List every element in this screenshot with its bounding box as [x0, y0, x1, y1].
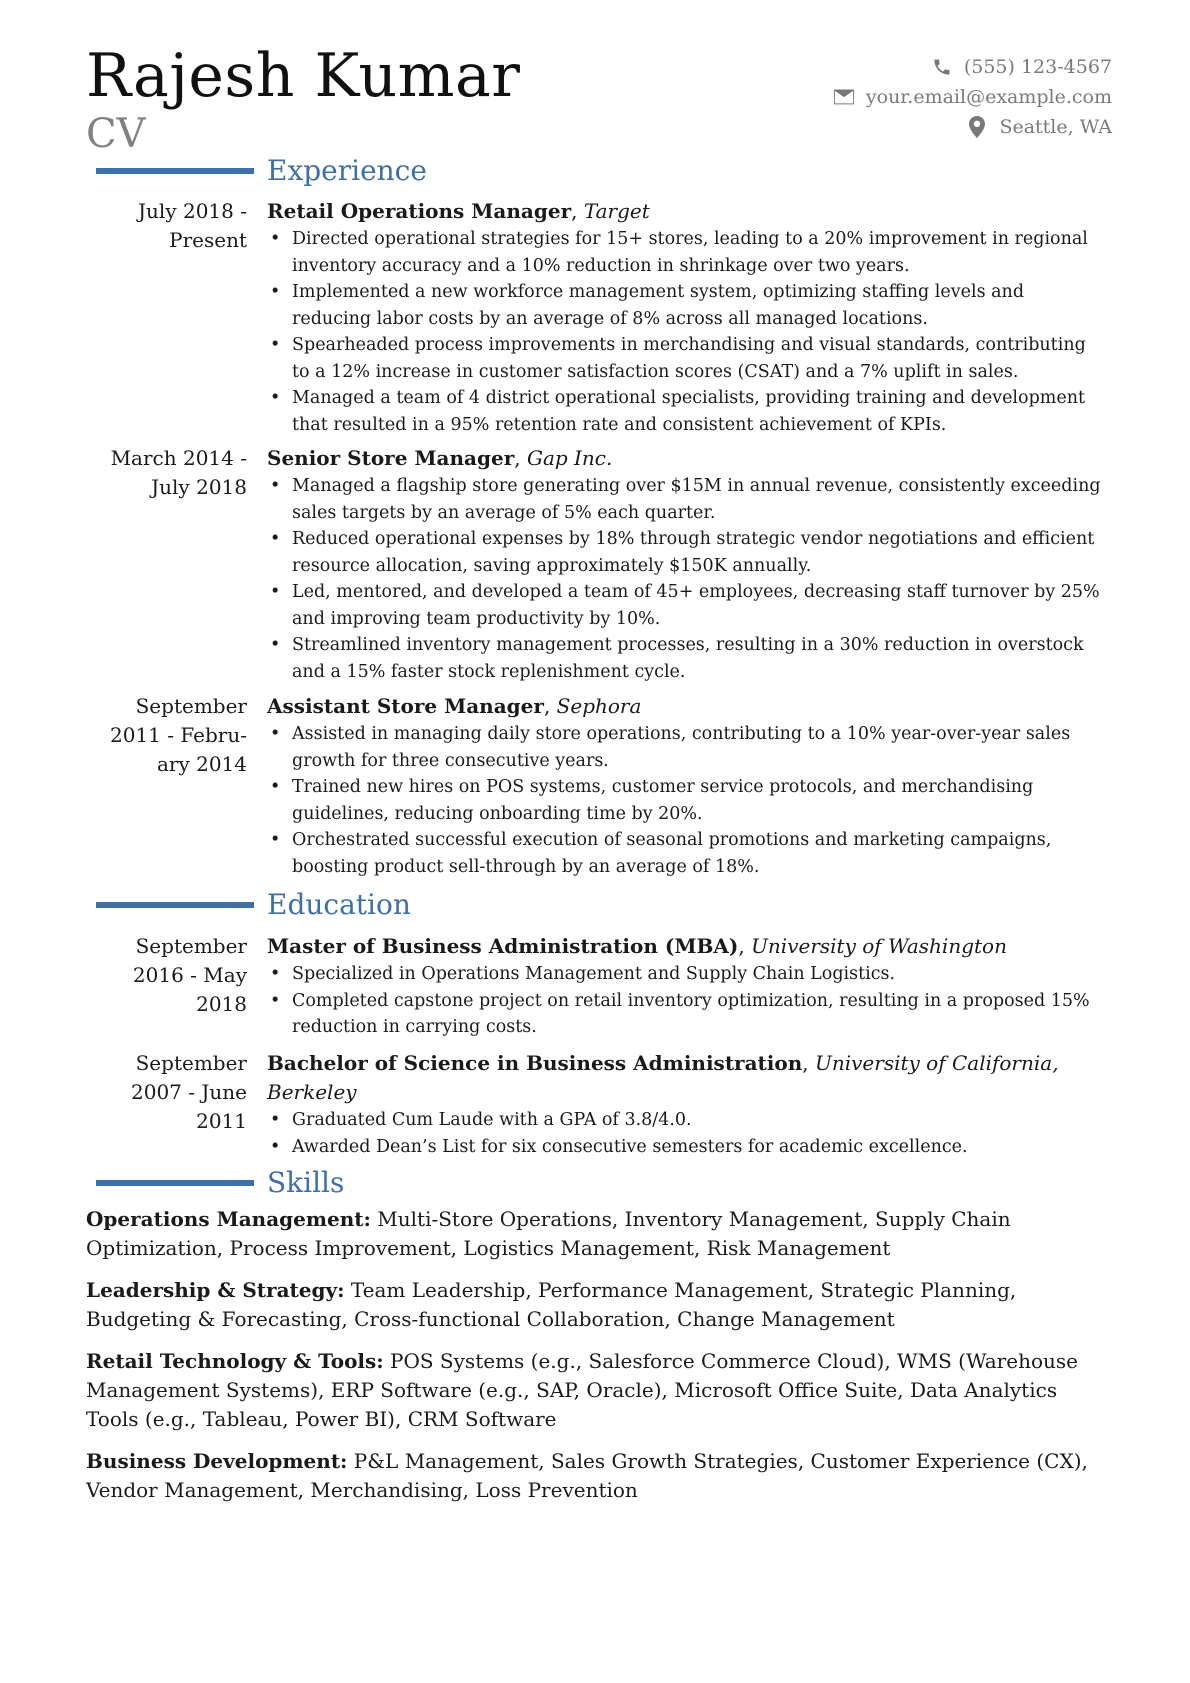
entry-bullets	[267, 473, 1107, 685]
list-item: • Awarded Dean’s List for six consecutive semesters for academic excellence.	[267, 1134, 1107, 1161]
entry-bullets	[267, 721, 1107, 880]
list-item: • Graduated Cum Laude with a GPA of 3.8/4.0.	[267, 1107, 1107, 1134]
entry-title: Master of Business Administration (MBA), University of Washington	[267, 934, 1007, 958]
location-text: Seattle, WA	[999, 116, 1112, 138]
contact-email	[830, 82, 1112, 112]
entry-date: September 2011 - Febru- ary 2014	[110, 694, 247, 776]
list-item: • Trained new hires on POS systems, customer service protocols, and merchandising guidelines, reducing onboarding time by 20%.	[267, 774, 1107, 827]
page-title: Rajesh Kumar	[86, 41, 521, 111]
envelope-icon	[830, 88, 858, 106]
skill-group: Operations Management: Multi-Store Operations, Inventory Management, Supply Chain Optimization, Process Improvement, Logistics Management, Risk Management	[86, 1207, 1011, 1260]
list-item: • Directed operational strategies for 15+ stores, leading to a 20% improvement in regional inventory accuracy and a 10% reduction in shrinkage over two years.	[267, 226, 1107, 279]
entry-bullets	[267, 961, 1107, 1041]
entry-body	[267, 932, 1107, 1041]
contact-phone	[830, 52, 1112, 82]
entry-title: Assistant Store Manager, Sephora	[267, 694, 642, 718]
list-item: • Led, mentored, and developed a team of 45+ employees, decreasing staff turnover by 25% and improving team productivity by 10%.	[267, 579, 1107, 632]
skill-group: Retail Technology & Tools: POS Systems (e.g., Salesforce Commerce Cloud), WMS (Warehouse Management Systems), ERP Software (e.g., SAP, Oracle), Microsoft Office Suite, Data Analytics Tools (e.g., Tableau, Power BI), CRM Software	[86, 1349, 1078, 1431]
section-title: Skills	[267, 1166, 345, 1199]
skills-list	[86, 1205, 1111, 1518]
entry-bullets	[267, 1107, 1107, 1160]
entry-body	[267, 197, 1107, 438]
email-text[interactable]: your.email@example.com	[865, 86, 1112, 108]
section-title: Experience	[267, 154, 427, 187]
section-divider	[96, 902, 254, 908]
list-item: • Spearheaded process improvements in merchandising and visual standards, contributing to a 12% increase in customer satisfaction scores (CSAT) and a 7% uplift in sales.	[267, 332, 1107, 385]
list-item: • Reduced operational expenses by 18% through strategic vendor negotiations and efficient resource allocation, saving approximately $150K annually.	[267, 526, 1107, 579]
contact-location	[830, 112, 1112, 142]
entry-bullets	[267, 226, 1107, 438]
entry-body	[267, 444, 1107, 685]
phone-text: (555) 123-4567	[963, 56, 1112, 78]
list-item: • Streamlined inventory management processes, resulting in a 30% reduction in overstock and a 15% faster stock replenishment cycle.	[267, 632, 1107, 685]
phone-icon	[928, 57, 956, 77]
page-subtitle: CV	[86, 111, 146, 157]
list-item: • Orchestrated successful execution of seasonal promotions and marketing campaigns, boosting product sell-through by an average of 18%.	[267, 827, 1107, 880]
list-item: • Managed a team of 4 district operational specialists, providing training and development that resulted in a 95% retention rate and consistent achievement of KPIs.	[267, 385, 1107, 438]
map-pin-icon	[963, 116, 991, 138]
list-item: • Implemented a new workforce management system, optimizing staffing levels and reducing labor costs by an average of 8% across all managed locations.	[267, 279, 1107, 332]
skill-group: Leadership & Strategy: Team Leadership, Performance Management, Strategic Planning, Budgeting & Forecasting, Cross-functional Collaboration, Change Management	[86, 1278, 1017, 1331]
section-divider	[96, 168, 254, 174]
list-item: • Completed capstone project on retail inventory optimization, resulting in a proposed 15% reduction in carrying costs.	[267, 988, 1107, 1041]
entry-body	[267, 1049, 1107, 1160]
entry-body	[267, 692, 1107, 880]
entry-title: Retail Operations Manager, Target	[267, 199, 650, 223]
entry-date: March 2014 - July 2018	[110, 446, 247, 499]
list-item: • Assisted in managing daily store operations, contributing to a 10% year-over-year sales growth for three consecutive years.	[267, 721, 1107, 774]
section-divider	[96, 1180, 254, 1186]
entry-date: July 2018 - Present	[138, 199, 247, 252]
entry-date: September 2016 - May 2018	[132, 934, 247, 1016]
entry-date: September 2007 - June 2011	[131, 1051, 247, 1133]
skill-group: Business Development: P&L Management, Sales Growth Strategies, Customer Experience (CX), Vendor Management, Merchandising, Loss Prevention	[86, 1449, 1088, 1502]
contact-block	[830, 52, 1112, 142]
entry-title: Bachelor of Science in Business Administration, University of California, Berkeley	[267, 1051, 1059, 1104]
entry-title: Senior Store Manager, Gap Inc.	[267, 446, 613, 470]
list-item: • Managed a flagship store generating over $15M in annual revenue, consistently exceeding sales targets by an average of 5% each quarter.	[267, 473, 1107, 526]
list-item: • Specialized in Operations Management and Supply Chain Logistics.	[267, 961, 1107, 988]
section-title: Education	[267, 888, 411, 921]
